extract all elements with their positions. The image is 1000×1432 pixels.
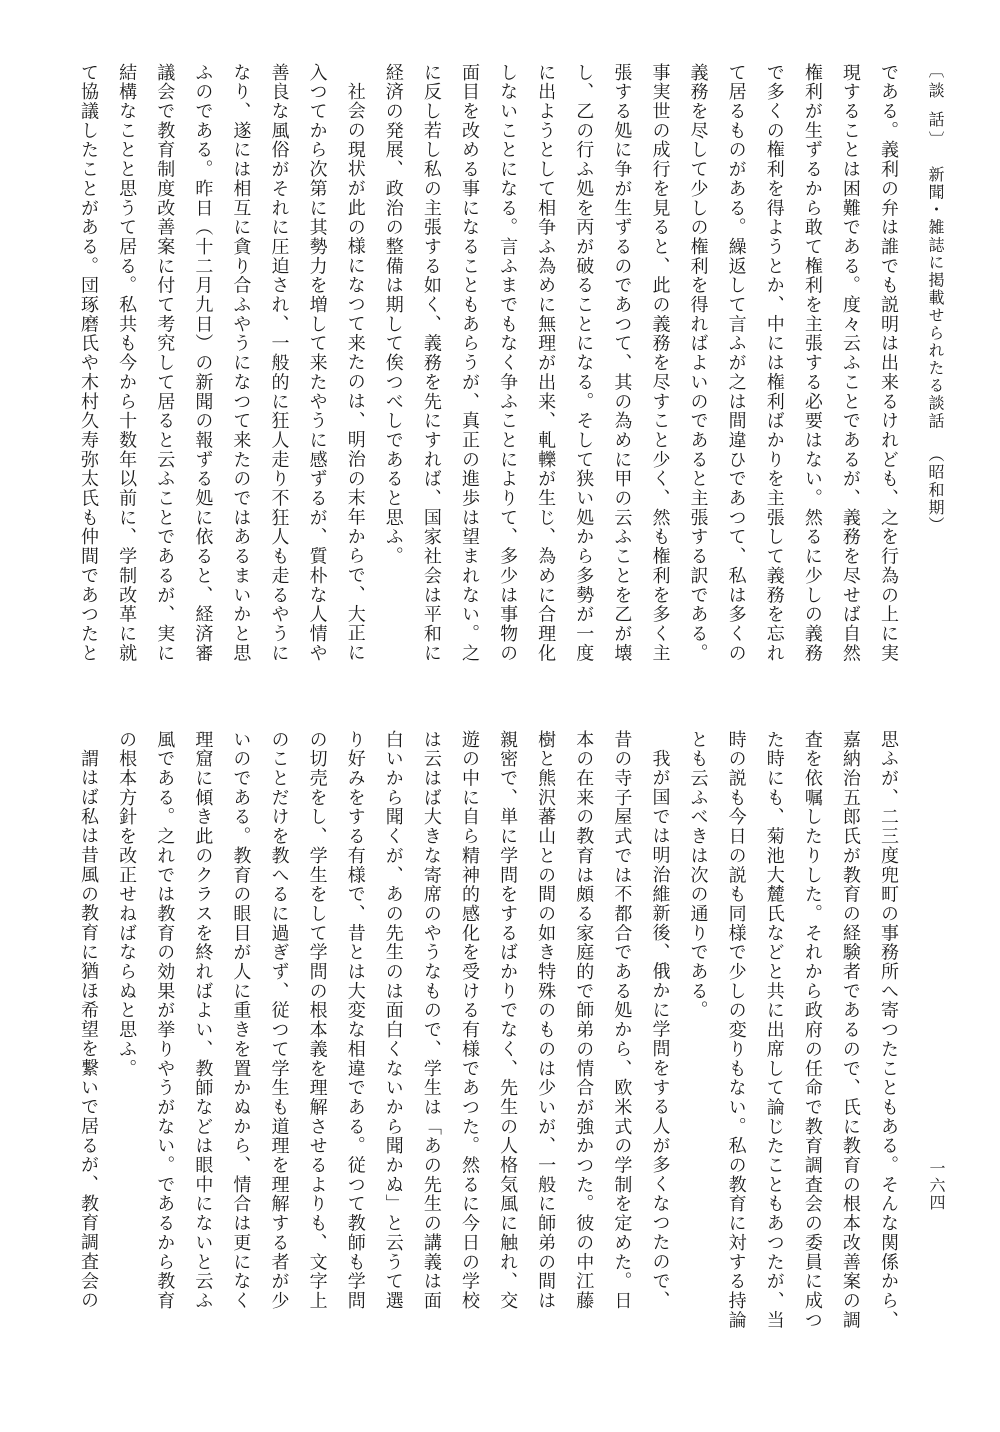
text-column: は云はば大きな寄席のやうなもので、学生は「あの先生の講義は面 [420, 730, 442, 1311]
text-column: 謂はば私は昔風の教育に猶ほ希望を繋いで居るが、教育調査会の [78, 749, 100, 1311]
text-column: 義務を尽して少しの権利を得ればよいのであると主張する訳である。 [687, 63, 709, 663]
text-column: ふのである。昨日（十二月九日）の新聞の報ずる処に依ると、経済審 [192, 63, 214, 663]
text-column: 昔の寺子屋式では不都合である処から、欧米式の学制を定めた。日 [611, 730, 633, 1311]
text-column: 本の在来の教育は頗る家庭的で師弟の情合が強かつた。彼の中江藤 [573, 730, 595, 1311]
text-column: いのである。教育の眼目が人に重きを置かぬから、情合は更になく [230, 730, 252, 1311]
text-column: 事実世の成行を見ると、此の義務を尽すこと少く、然も権利を多く主 [649, 63, 671, 663]
text-column: 査を依嘱したりした。それから政府の任命で教育調査会の委員に成つ [801, 730, 823, 1330]
running-head [922, 62, 948, 534]
text-column: なり、遂には相互に貪り合ふやうになつて来たのではあるまいかと思 [230, 63, 252, 663]
text-column: 遊の中に自ら精神的感化を受ける有様であつた。然るに今日の学校 [458, 730, 480, 1311]
text-column: 風である。之れでは教育の効果が挙りやうがない。であるから教育 [154, 730, 176, 1311]
text-column: 張する処に争が生ずるのであつて、其の為めに甲の云ふことを乙が壊 [611, 63, 633, 663]
text-column: し、乙の行ふ処を丙が破ることになる。そして狭い処から多勢が一度 [573, 63, 595, 663]
text-column: とも云ふべきは次の通りである。 [687, 730, 709, 1021]
text-column: 樹と熊沢蕃山との間の如き特殊のものは少いが、一般に師弟の間は [535, 730, 557, 1311]
running-head-title: 新聞・雑誌に掲載せられたる談話 [926, 165, 945, 430]
text-column: 権利が生ずるから敢て権利を主張する必要はない。然るに少しの義務 [801, 63, 823, 663]
text-column: り好みをする有様で、昔とは大変な相違である。従つて教師も学問 [344, 730, 366, 1311]
text-column: 議会で教育制度改善案に付て考究して居ると云ふことであるが、実に [154, 63, 176, 663]
text-column: 時の説も今日の説も同様で少しの変りもない。私の教育に対する持論 [725, 730, 747, 1330]
text-column: 社会の現状が此の様になつて来たのは、明治の末年からで、大正に [344, 82, 366, 663]
upper-text-block [69, 63, 907, 692]
text-column: て居るものがある。繰返して言ふが之は間違ひであつて、私は多くの [725, 63, 747, 663]
text-column: である。義利の弁は誰でも説明は出来るけれども、之を行為の上に実 [878, 63, 899, 663]
lower-text-block [69, 730, 907, 1359]
text-column: 思ふが、二三度兜町の事務所へ寄つたこともある。そんな関係から、 [878, 730, 899, 1330]
text-column: の切売をし、学生をして学問の根本義を理解させるよりも、文字上 [306, 730, 328, 1311]
text-column: 現することは困難である。度々云ふことであるが、義務を尽せば自然 [839, 63, 861, 663]
text-column: 白いから聞くが、あの先生のは面白くないから聞かぬ」と云うて選 [382, 730, 404, 1311]
page-number: 一六四 [927, 1160, 946, 1211]
text-column: た時にも、菊池大麓氏などと共に出席して論じたこともあつたが、当 [763, 730, 785, 1330]
text-column: の根本方針を改正せねばならぬと思ふ。 [116, 730, 138, 1079]
text-column: しないことになる。言ふまでもなく争ふことによりて、多少は事物の [497, 63, 519, 663]
section-tag: 〔談 話〕 [926, 62, 945, 152]
text-column: 親密で、単に学問をするばかりでなく、先生の人格気風に触れ、交 [497, 730, 519, 1311]
text-column: に出ようとして相争ふ為めに無理が出来、軋轢が生じ、為めに合理化 [535, 63, 557, 663]
text-column: 我が国では明治維新後、俄かに学問をする人が多くなつたので、 [649, 749, 671, 1311]
text-column: で多くの権利を得ようとか、中には権利ばかりを主張して義務を忘れ [763, 63, 785, 663]
text-column: 善良な風俗がそれに圧迫され、一般的に狂人走り不狂人も走るやうに [268, 63, 290, 663]
text-column: に反し若し私の主張する如く、義務を先にすれば、国家社会は平和に [420, 63, 442, 663]
text-column: 入つてから次第に其勢力を増して来たやうに感ずるが、質朴な人情や [306, 63, 328, 663]
running-head-period: （昭和期） [926, 446, 945, 535]
text-column: 経済の発展、政治の整備は期して俟つべしであると思ふ。 [382, 63, 404, 567]
text-column: 嘉納治五郎氏が教育の経験者であるので、氏に教育の根本改善案の調 [839, 730, 861, 1330]
text-column: のことだけを教へるに過ぎず、従つて学生も道理を理解する者が少 [268, 730, 290, 1311]
text-column: て協議したことがある。団琢磨氏や木村久寿弥太氏も仲間であつたと [78, 63, 100, 663]
text-column: 面目を改める事になることもあらうが、真正の進歩は望まれない。之 [458, 63, 480, 663]
text-column: 結構なことと思うて居る。私共も今から十数年以前に、学制改革に就 [116, 63, 138, 663]
text-column: 理窟に傾き此のクラスを終ればよい、教師などは眼中にないと云ふ [192, 730, 214, 1311]
